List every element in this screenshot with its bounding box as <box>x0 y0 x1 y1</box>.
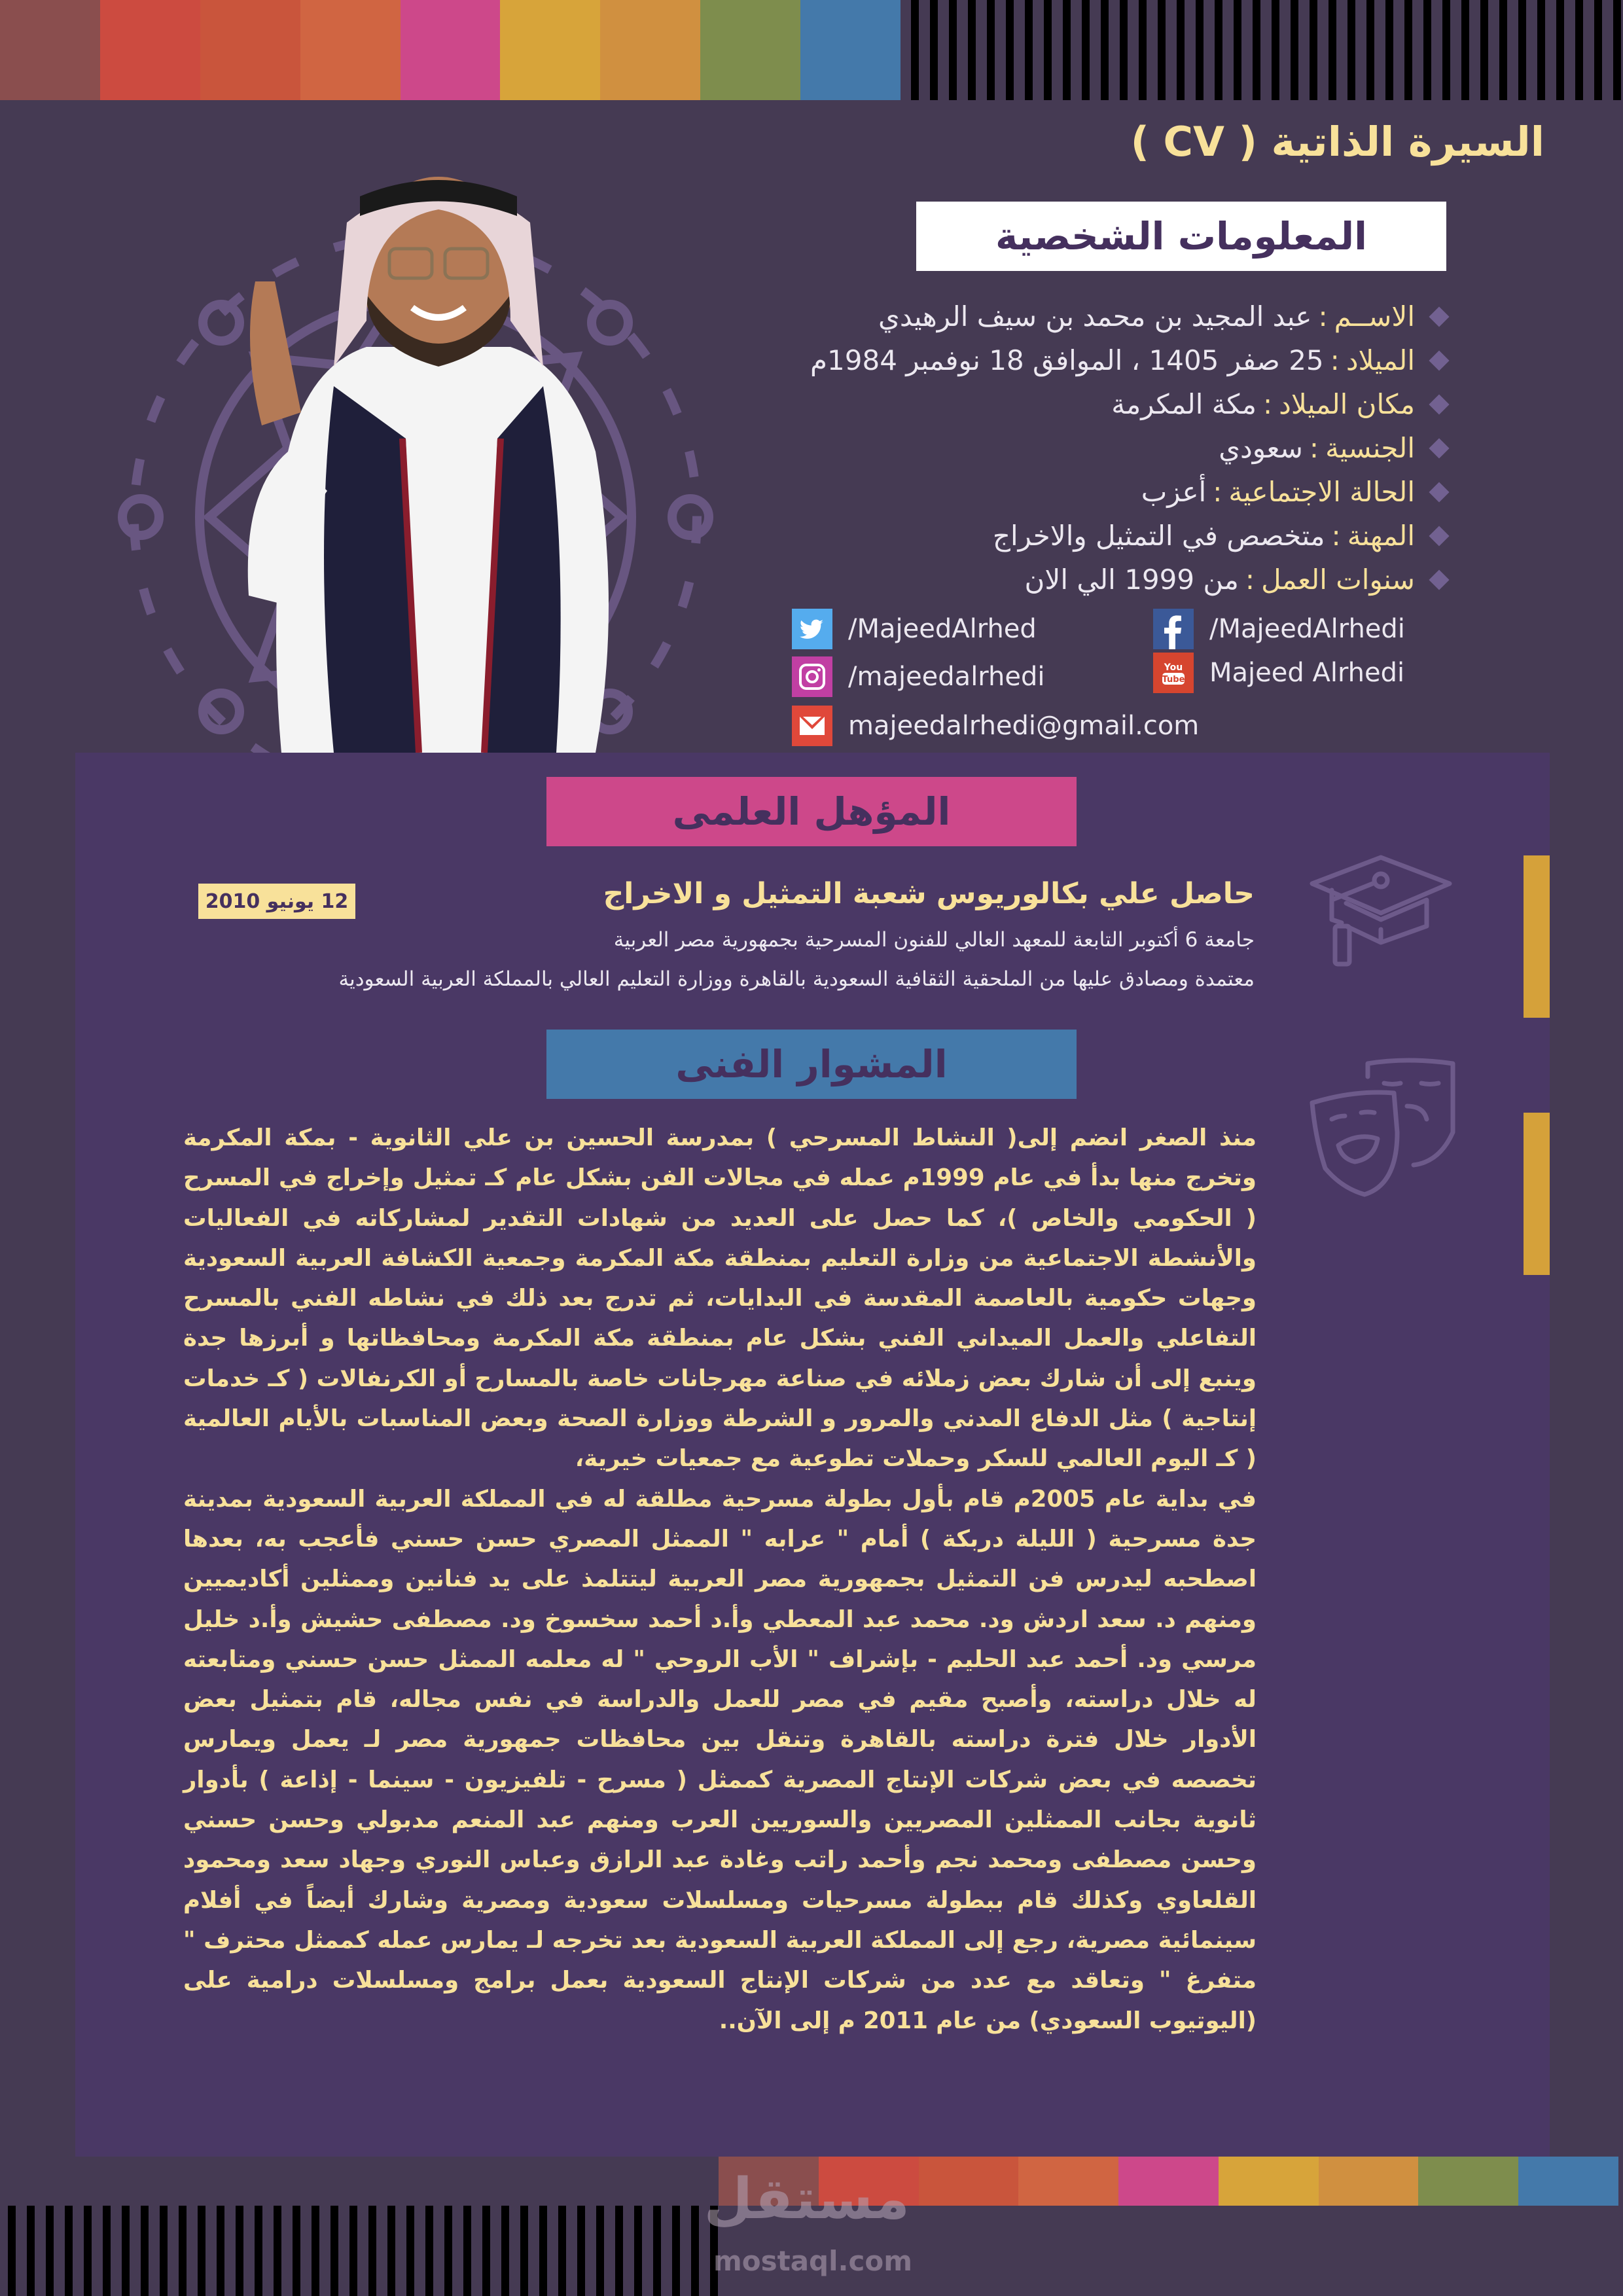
info-label: الحالة الاجتماعية <box>1228 476 1415 508</box>
info-separator: : <box>1213 476 1222 508</box>
facebook-link[interactable] <box>1153 609 1405 649</box>
email-address: majeedalrhedi@gmail.com <box>848 711 1200 741</box>
color-bar <box>100 0 200 100</box>
info-label: الجنسية <box>1325 432 1415 464</box>
color-bar <box>300 0 401 100</box>
diamond-bullet-icon <box>1429 526 1449 546</box>
twitter-link[interactable] <box>792 609 1037 649</box>
info-value: سعودي <box>1219 432 1303 464</box>
info-item-marital-status <box>810 470 1446 514</box>
color-bar <box>1219 2157 1319 2206</box>
person-illustration <box>203 151 661 753</box>
education-detail: جامعة 6 أكتوبر التابعة للمعهد العالي للفنون المسرحية بجمهورية مصر العربية <box>613 928 1255 952</box>
color-bar <box>700 0 800 100</box>
info-label: مكان الميلاد <box>1279 388 1415 420</box>
info-separator: : <box>1309 432 1319 464</box>
page-title: السيرة الذاتية ( CV ) <box>1130 118 1544 166</box>
info-label: الميلاد <box>1346 344 1415 376</box>
info-value: عبد المجيد بن محمد بن سيف الرهيدي <box>878 300 1312 332</box>
diamond-bullet-icon <box>1429 350 1449 370</box>
bio-paragraph: منذ الصغر انضم إلى( النشاط المسرحي ) بمدرسة الحسين بن علي الثانوية - بمكة المكرمة وتخرج منها بدأ في عام 1999م عمله في مجالات الفن بشكل عام كـ تمثيل وإخراج في المسرح ( الحكومي والخاص )، كما حصل على العديد من شهادات التقدير لمشاركاته في الفعاليات والأنشطة الاجتماعية من وزارة التعليم بمنطقة مكة المكرمة وجمعية الكشافة العربية السعودية وجهات حكومية بالعاصمة المقدسة في البدايات، ثم تدرج بعد ذلك في نشاطه الفني بالمسرح التفاعلي والعمل الميداني الفني بشكل عام بمنطقة مكة المكرمة ومحافظاتها و أبرزها جدة وينبع إلى أن شارك بعض زملائه في صناعة مهرجانات خاصة بالمسارح أو الكرنفالات ( كـ خدمات إنتاجية ) مثل الدفاع المدني والمرور و الشرطة ووزارة الصحة وبعض المناسبات بالأيام العالمية ( كـ اليوم العالمي للسكر وحملات تطوعية مع جمعيات خيرية، <box>183 1124 1257 1473</box>
career-heading: المشوار الفنى <box>546 1030 1077 1099</box>
twitter-icon <box>792 609 832 649</box>
youtube-link[interactable] <box>1153 653 1404 693</box>
diamond-bullet-icon <box>1429 438 1449 458</box>
twitter-handle: /MajeedAlrhed <box>848 614 1037 644</box>
color-bar <box>1418 2157 1518 2206</box>
top-stripe-pattern <box>911 0 1623 100</box>
personal-info-list <box>810 295 1446 601</box>
info-value: مكة المكرمة <box>1111 388 1257 420</box>
color-bar <box>800 0 901 100</box>
graduation-cap-icon <box>1306 851 1456 969</box>
info-item-work-years <box>810 558 1446 601</box>
education-accent-bar <box>1524 855 1550 1018</box>
info-item-name <box>810 295 1446 338</box>
info-label: الاســم <box>1334 300 1415 332</box>
youtube-icon <box>1153 653 1194 693</box>
instagram-handle: /majeedalrhedi <box>848 662 1045 692</box>
bio-paragraph: في بداية عام 2005م قام بأول بطولة مسرحية مطلقة له في المملكة العربية السعودية بمدينة جدة مسرحية ( الليلة دربكة ) أمام " عرابه " الممثل المصري حسن حسني فأعجب به، بعدها اصطحبه ليدرس فن التمثيل بجمهورية مصر العربية ليتتلمذ على يد فنانين وممثلين أكاديميين ومنهم د. سعد اردش ود. محمد عبد المعطي وأ.د أحمد سخسوخ ود. مصطفى حشيش وأ.د خليل مرسي ود. أحمد عبد الحليم - بإشراف " الأب الروحي " له معلمه الممثل حسن حسني ومتابعته له خلال دراسته، وأصبح مقيم في مصر للعمل والدراسة في نفس مجاله، قام بتمثيل بعض الأدوار خلال فترة دراسته بالقاهرة وتنقل بين محافظات جمهورية مصر لـ يعمل ويمارس تخصصه في بعض شركات الإنتاج المصرية كممثل ( مسرح - تلفيزيون - سينما - إذاعة ) بأدوار ثانوية بجانب الممثلين المصريين والسوريين العرب ومنهم عبد المنعم مدبولي وحسن حسني وحسن مصطفى ومحمد نجم وأحمد راتب وغادة عبد الرازق وعباس النوري وجهاد سعد ومحمود القلعاوي وكذلك قام ببطولة مسرحيات ومسلسلات سعودية ومصرية وشارك أيضاً في أفلام سينمائية مصرية، رجع إلى المملكة العربية السعودية بعد تخرجه لـ يمارس عمله كممثل محترف " متفرغ " وتعاقد مع عدد من شركات الإنتاج السعودية بعمل برامج ومسلسلات درامية على (اليوتيوب السعودي) من عام 2011 م إلى الآن.. <box>183 1485 1257 2034</box>
svg-text:Tube: Tube <box>1162 675 1185 685</box>
color-bar <box>200 0 300 100</box>
diamond-bullet-icon <box>1429 482 1449 502</box>
career-biography <box>183 1118 1257 2041</box>
social-links <box>792 605 1446 749</box>
info-separator: : <box>1245 564 1255 596</box>
watermark-logo <box>704 2160 912 2291</box>
info-separator: : <box>1330 344 1340 376</box>
info-label: سنوات العمل <box>1261 564 1415 596</box>
info-item-birthplace <box>810 382 1446 426</box>
info-item-nationality <box>810 426 1446 470</box>
watermark-arabic: مستقل <box>704 2166 910 2232</box>
facebook-handle: /MajeedAlrhedi <box>1209 614 1405 644</box>
color-bar <box>1118 2157 1219 2206</box>
color-bar <box>401 0 501 100</box>
education-heading: المؤهل العلمى <box>546 777 1077 846</box>
diamond-bullet-icon <box>1429 306 1449 327</box>
info-value: متخصص في التمثيل والاخراج <box>992 520 1325 552</box>
color-bar <box>600 0 700 100</box>
portrait-photo <box>85 151 772 753</box>
color-bar <box>0 0 100 100</box>
career-accent-bar <box>1524 1113 1550 1275</box>
info-separator: : <box>1318 300 1328 332</box>
education-title: حاصل علي بكالوريوس شعبة التمثيل و الاخراج <box>603 877 1255 910</box>
personal-info-heading: المعلومات الشخصية <box>916 202 1446 271</box>
instagram-link[interactable] <box>792 656 1045 697</box>
email-link[interactable] <box>792 706 1199 746</box>
svg-text:You: You <box>1164 662 1183 673</box>
email-icon <box>792 706 832 746</box>
watermark-latin: mostaql.com <box>713 2245 912 2277</box>
top-color-bars <box>0 0 901 100</box>
diamond-bullet-icon <box>1429 569 1449 590</box>
info-value: 25 صفر 1405 ، الموافق 18 نوفمبر 1984م <box>810 344 1324 376</box>
info-value: من 1999 الي الان <box>1024 564 1239 596</box>
color-bar <box>1319 2157 1419 2206</box>
education-detail: معتمدة ومصادق عليها من الملحقية الثقافية السعودية بالقاهرة ووزارة التعليم العالي بالمملكة العربية السعودية <box>338 967 1255 991</box>
diamond-bullet-icon <box>1429 394 1449 414</box>
info-item-birth <box>810 338 1446 382</box>
youtube-channel: Majeed Alrhedi <box>1209 658 1405 688</box>
info-item-profession <box>810 514 1446 558</box>
instagram-icon <box>792 656 832 697</box>
color-bar <box>1518 2157 1618 2206</box>
info-label: المهنة <box>1347 520 1415 552</box>
color-bar <box>919 2157 1019 2206</box>
theater-masks-icon <box>1309 1054 1459 1204</box>
info-separator: : <box>1331 520 1341 552</box>
info-separator: : <box>1262 388 1273 420</box>
color-bar <box>1018 2157 1118 2206</box>
facebook-icon <box>1153 609 1194 649</box>
bottom-stripe-pattern <box>0 2206 720 2296</box>
color-bar <box>500 0 600 100</box>
education-date-badge: 12 يونيو 2010 <box>198 884 355 919</box>
info-value: أعزب <box>1141 476 1207 508</box>
